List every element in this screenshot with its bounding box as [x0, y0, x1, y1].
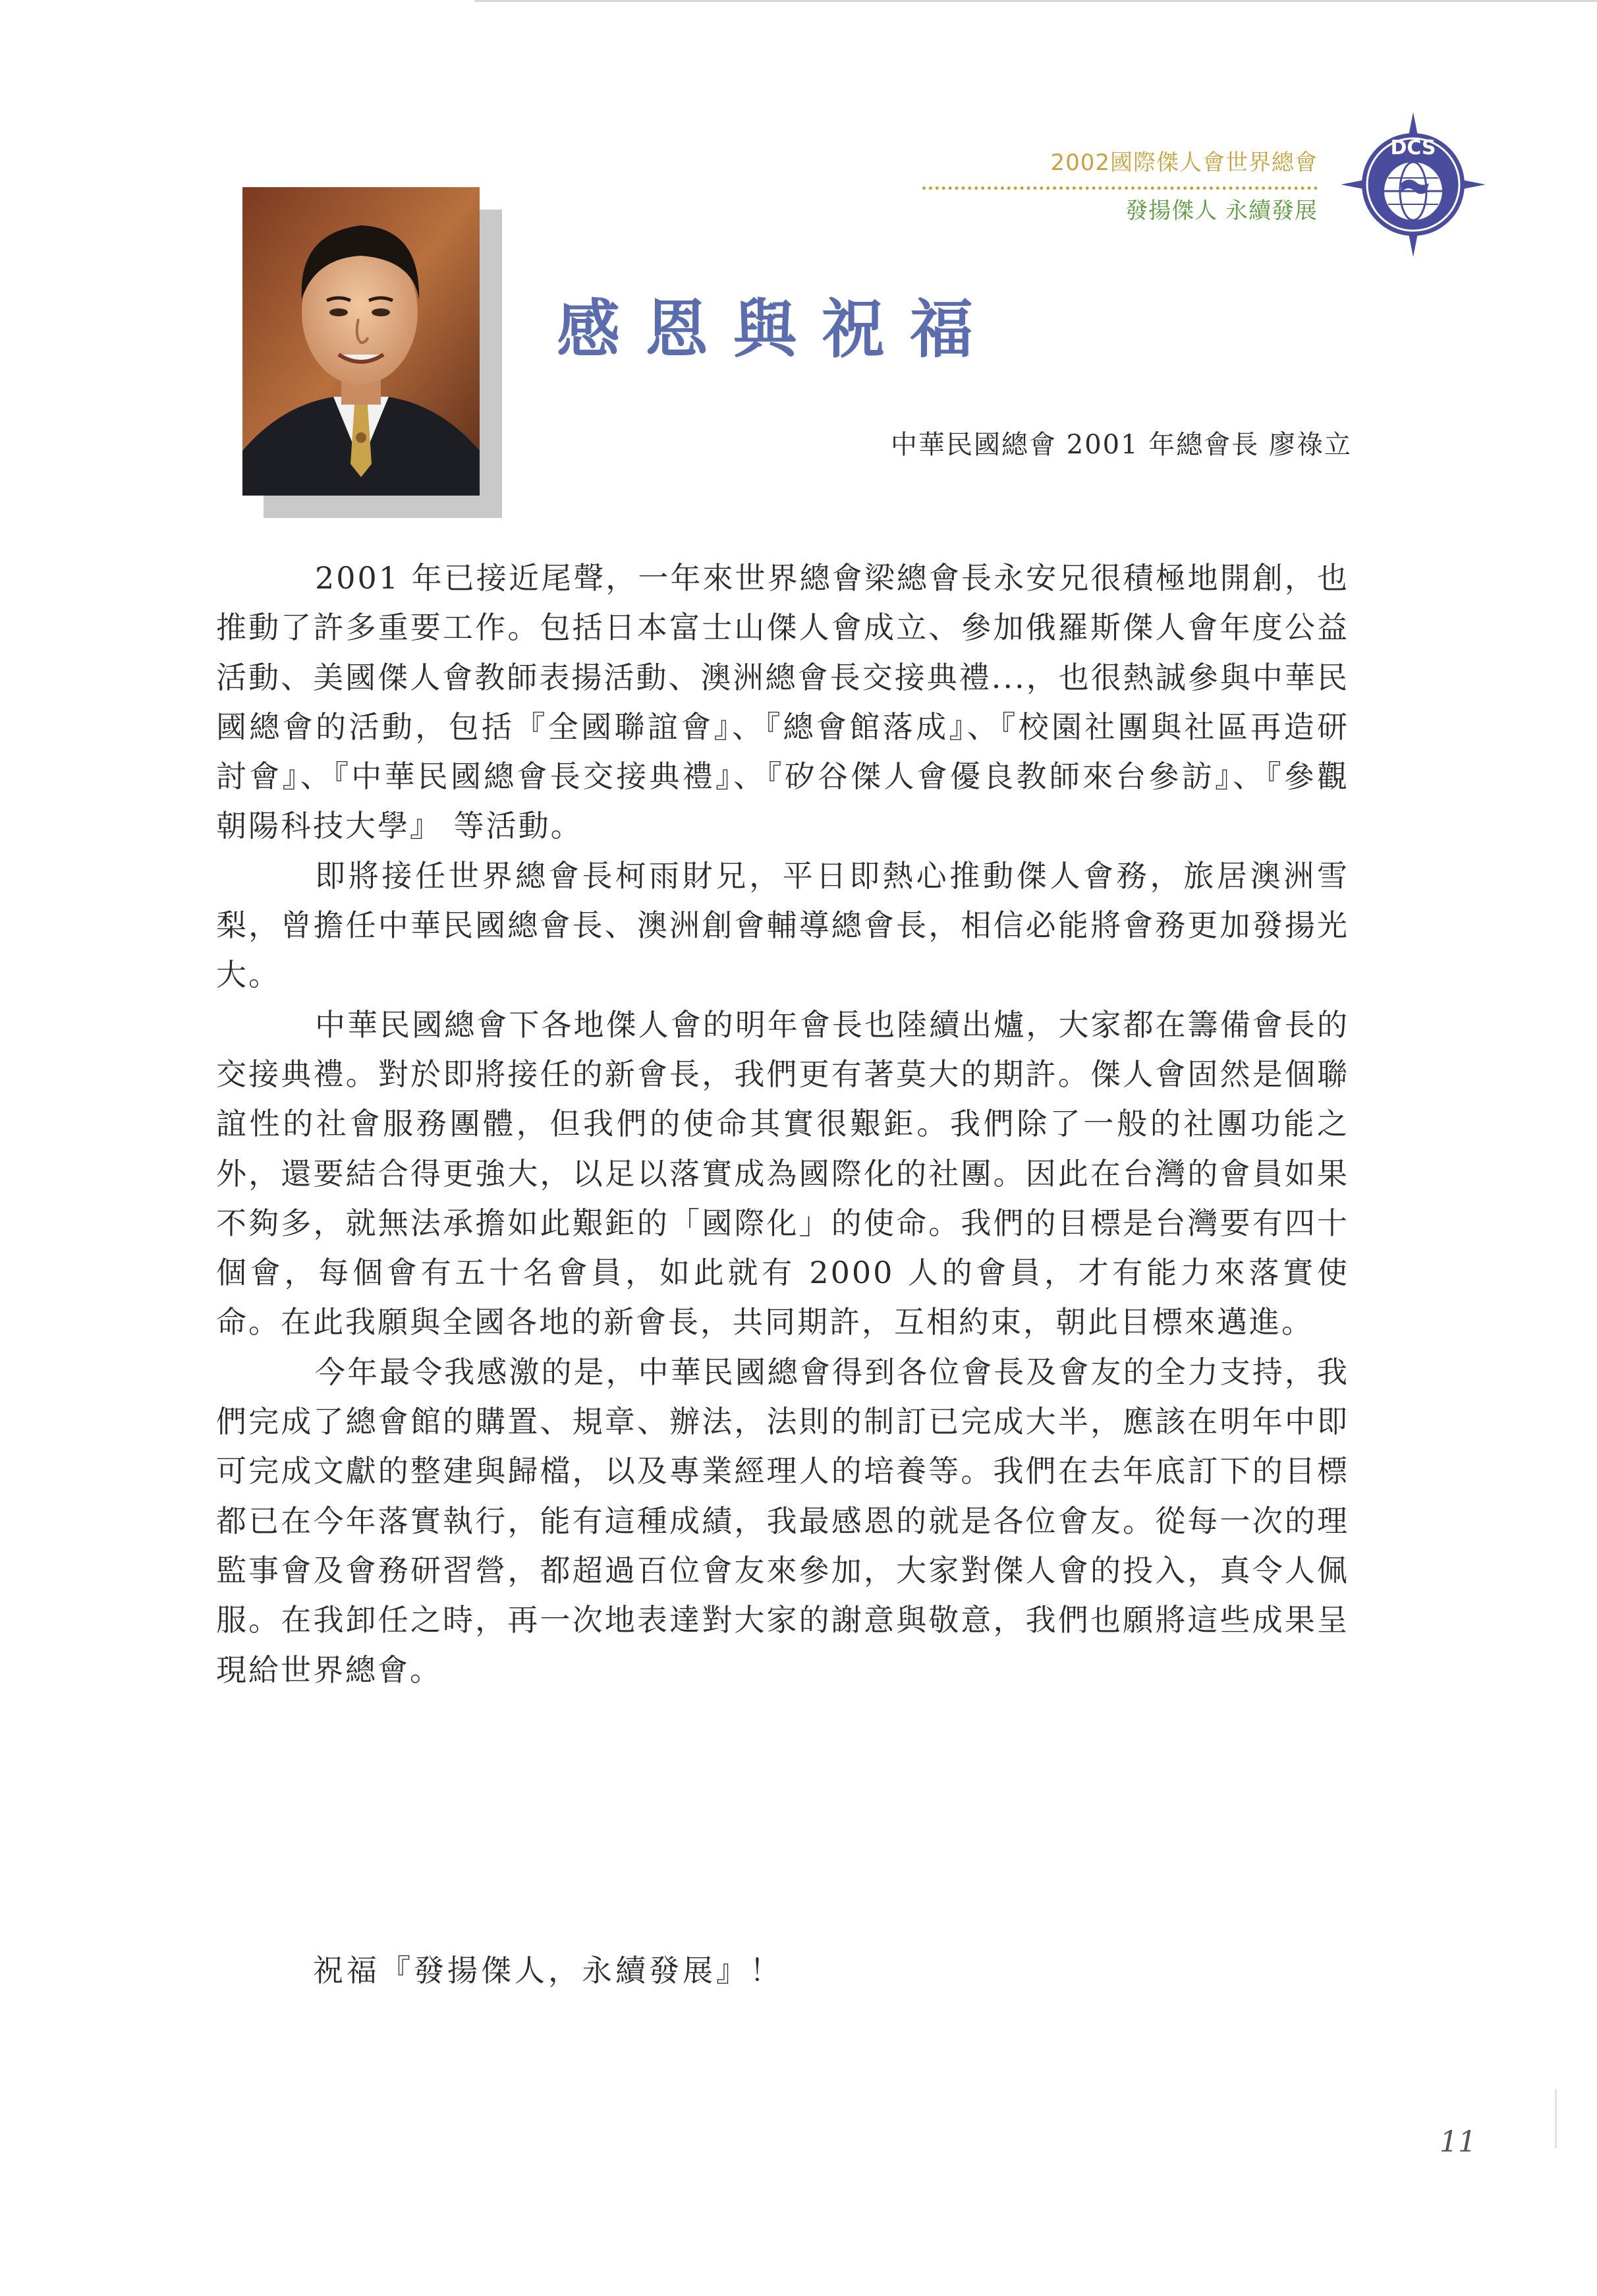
paragraph: 2001 年已接近尾聲，一年來世界總會梁總會長永安兄很積極地開創，也推動了許多重要工作。包括日本富士山傑人會成立、參加俄羅斯傑人會年度公益活動、美國傑人會教師表揚活動、澳洲總會長交接典禮...，也很熱誠參與中華民國總會的活動，包括『全國聯誼會』、『總會館落成』、『校園社團與社區再造研討會』、『中華民國總會長交接典禮』、『矽谷傑人會優良教師來台參訪』、『參觀朝陽科技大學』 等活動。 [216, 560, 1349, 844]
header-slogan: 發揚傑人 永續發展 [1125, 198, 1318, 224]
paragraph: 中華民國總會下各地傑人會的明年會長也陸續出爐，大家都在籌備會長的交接典禮。對於即將接任的新會長，我們更有著莫大的期許。傑人會固然是個聯誼性的社會服務團體，但我們的使命其實很艱鉅。我們除了一般的社團功能之外，還要結合得更強大，以足以落實成為國際化的社團。因此在台灣的會員如果不夠多，就無法承擔如此艱鉅的「國際化」的使命。我們的目標是台灣要有四十個會，每個會有五十名會員，如此就有 2000 人的會員，才有能力來落實使命。在此我願與全國各地的新會長，共同期許，互相約束，朝此目標來邁進。 [216, 1006, 1349, 1340]
page-number: 11 [1440, 2125, 1476, 2159]
logo-text: DCS [1390, 136, 1436, 159]
closing-blessing: 祝福『發揚傑人，永續發展』！ [313, 1953, 783, 1988]
article-body [216, 554, 1349, 1695]
running-header [909, 148, 1318, 225]
margin-mark [1555, 2089, 1557, 2148]
article-author: 中華民國總會 2001 年總會長 廖祿立 [891, 430, 1352, 460]
top-rule [474, 0, 1597, 2]
paragraph: 即將接任世界總會長柯雨財兄，平日即熱心推動傑人會務，旅居澳洲雪梨，曾擔任中華民國總會長、澳洲創會輔導總會長，相信必能將會務更加發揚光大。 [216, 857, 1349, 993]
article-title: 感恩與祝福 [557, 292, 998, 366]
paragraph: 今年最令我感激的是，中華民國總會得到各位會長及會友的全力支持，我們完成了總會館的購置、規章、辦法，法則的制訂已完成大半，應該在明年中即可完成文獻的整建與歸檔，以及專業經理人的培養等。我們在去年底訂下的目標都已在今年落實執行，能有這種成績，我最感恩的就是各位會友。從每一次的理監事會及會務研習營，都超過百位會友來參加，大家對傑人會的投入，真令人佩服。在我卸任之時，再一次地表達對大家的謝意與敬意，我們也願將這些成果呈現給世界總會。 [216, 1354, 1349, 1688]
header-title: 2002國際傑人會世界總會 [1050, 150, 1318, 176]
dcs-compass-globe-icon [1341, 112, 1486, 257]
portrait-photo [242, 187, 480, 496]
header-dotted-divider [922, 187, 1318, 190]
